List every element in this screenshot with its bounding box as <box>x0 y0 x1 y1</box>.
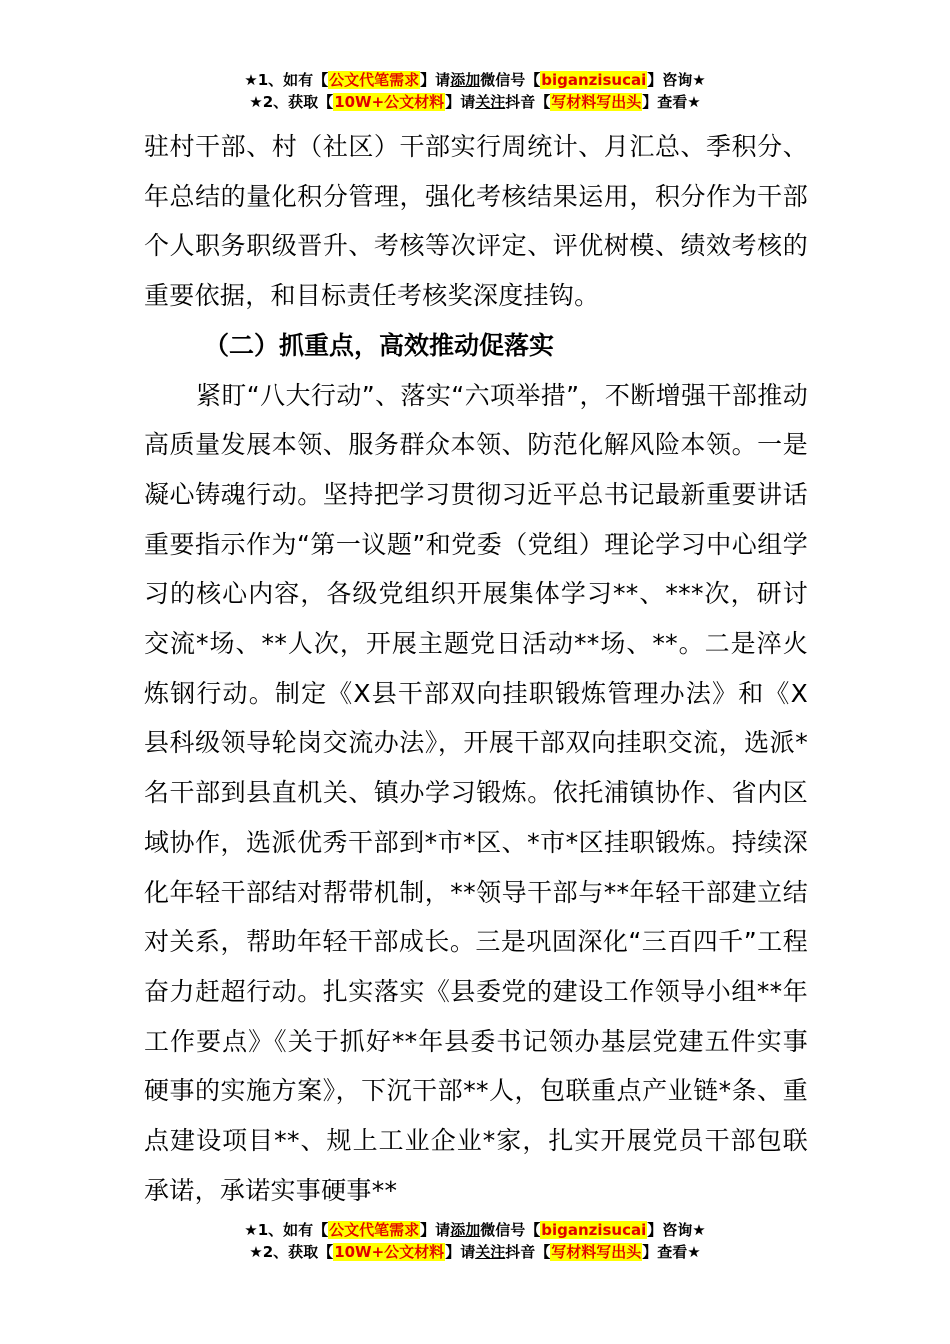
banner-text: 】请 <box>420 71 451 89</box>
banner-line-2 <box>0 91 950 113</box>
paragraph-continued: 驻村干部、村（社区）干部实行周统计、月汇总、季积分、年总结的量化积分管理，强化考核结果运用，积分作为干部个人职务职级晋升、考核等次评定、评优树模、绩效考核的重要依据，和目标责任考核奖深度挂钩。 <box>144 132 808 311</box>
douyin-highlight: 写材料写出头 <box>551 1243 642 1261</box>
douyin-highlight: 写材料写出头 <box>551 93 642 111</box>
highlight-text: 公文代笔需求 <box>329 1221 420 1239</box>
underlined-text: 添加 <box>450 71 481 89</box>
banner-line-1 <box>0 1219 950 1241</box>
underlined-text: 关注 <box>475 1243 506 1261</box>
banner-text: ★1、如有【 <box>244 71 329 89</box>
section-heading: （二）抓重点，高效推动促落实 <box>204 330 555 360</box>
banner-text: 抖音【 <box>505 1243 551 1261</box>
wechat-id-highlight: biganzisucai <box>541 71 647 89</box>
banner-text: 】请 <box>420 1221 451 1239</box>
banner-text: ★1、如有【 <box>244 1221 329 1239</box>
banner-text: 抖音【 <box>505 93 551 111</box>
underlined-text: 添加 <box>450 1221 481 1239</box>
banner-line-2 <box>0 1241 950 1263</box>
banner-text: ★2、获取【 <box>249 1243 334 1261</box>
highlight-text: 公文代笔需求 <box>329 71 420 89</box>
highlight-text: 10W+公文材料 <box>334 1243 445 1261</box>
banner-text: 】咨询★ <box>647 71 706 89</box>
banner-text: 微信号【 <box>480 71 541 89</box>
header-banner <box>0 69 950 113</box>
banner-text: ★2、获取【 <box>249 93 334 111</box>
banner-text: 】请 <box>445 93 476 111</box>
banner-text: 微信号【 <box>480 1221 541 1239</box>
footer-banner <box>0 1219 950 1263</box>
underlined-text: 关注 <box>475 93 506 111</box>
banner-text: 】请 <box>445 1243 476 1261</box>
banner-line-1 <box>0 69 950 91</box>
paragraph: 紧盯“八大行动”、落实“六项举措”，不断增强干部推动高质量发展本领、服务群众本领、防范化解风险本领。一是凝心铸魂行动。坚持把学习贯彻习近平总书记最新重要讲话重要指示作为“第一议题”和党委（党组）理论学习中心组学习的核心内容，各级党组织开展集体学习**、***次，研讨交流*场、**人次，开展主题党日活动**场、**。二是淬火炼钢行动。制定《X县干部双向挂职锻炼管理办法》和《X县科级领导轮岗交流办法》，开展干部双向挂职交流，选派*名干部到县直机关、镇办学习锻炼。依托浦镇协作、省内区域协作，选派优秀干部到*市*区、*市*区挂职锻炼。持续深化年轻干部结对帮带机制，**领导干部与**年轻干部建立结对关系，帮助年轻干部成长。三是巩固深化“三百四千”工程奋力赶超行动。扎实落实《县委党的建设工作领导小组**年工作要点》《关于抓好**年县委书记领办基层党建五件实事硬事的实施方案》，下沉干部**人，包联重点产业链*条、重点建设项目**、规上工业企业*家，扎实开展党员干部包联承诺，承诺实事硬事** <box>144 380 808 1205</box>
wechat-id-highlight: biganzisucai <box>541 1221 647 1239</box>
banner-text: 】查看★ <box>642 93 701 111</box>
banner-text: 】查看★ <box>642 1243 701 1261</box>
banner-text: 】咨询★ <box>647 1221 706 1239</box>
highlight-text: 10W+公文材料 <box>334 93 445 111</box>
document-body <box>144 122 808 1215</box>
